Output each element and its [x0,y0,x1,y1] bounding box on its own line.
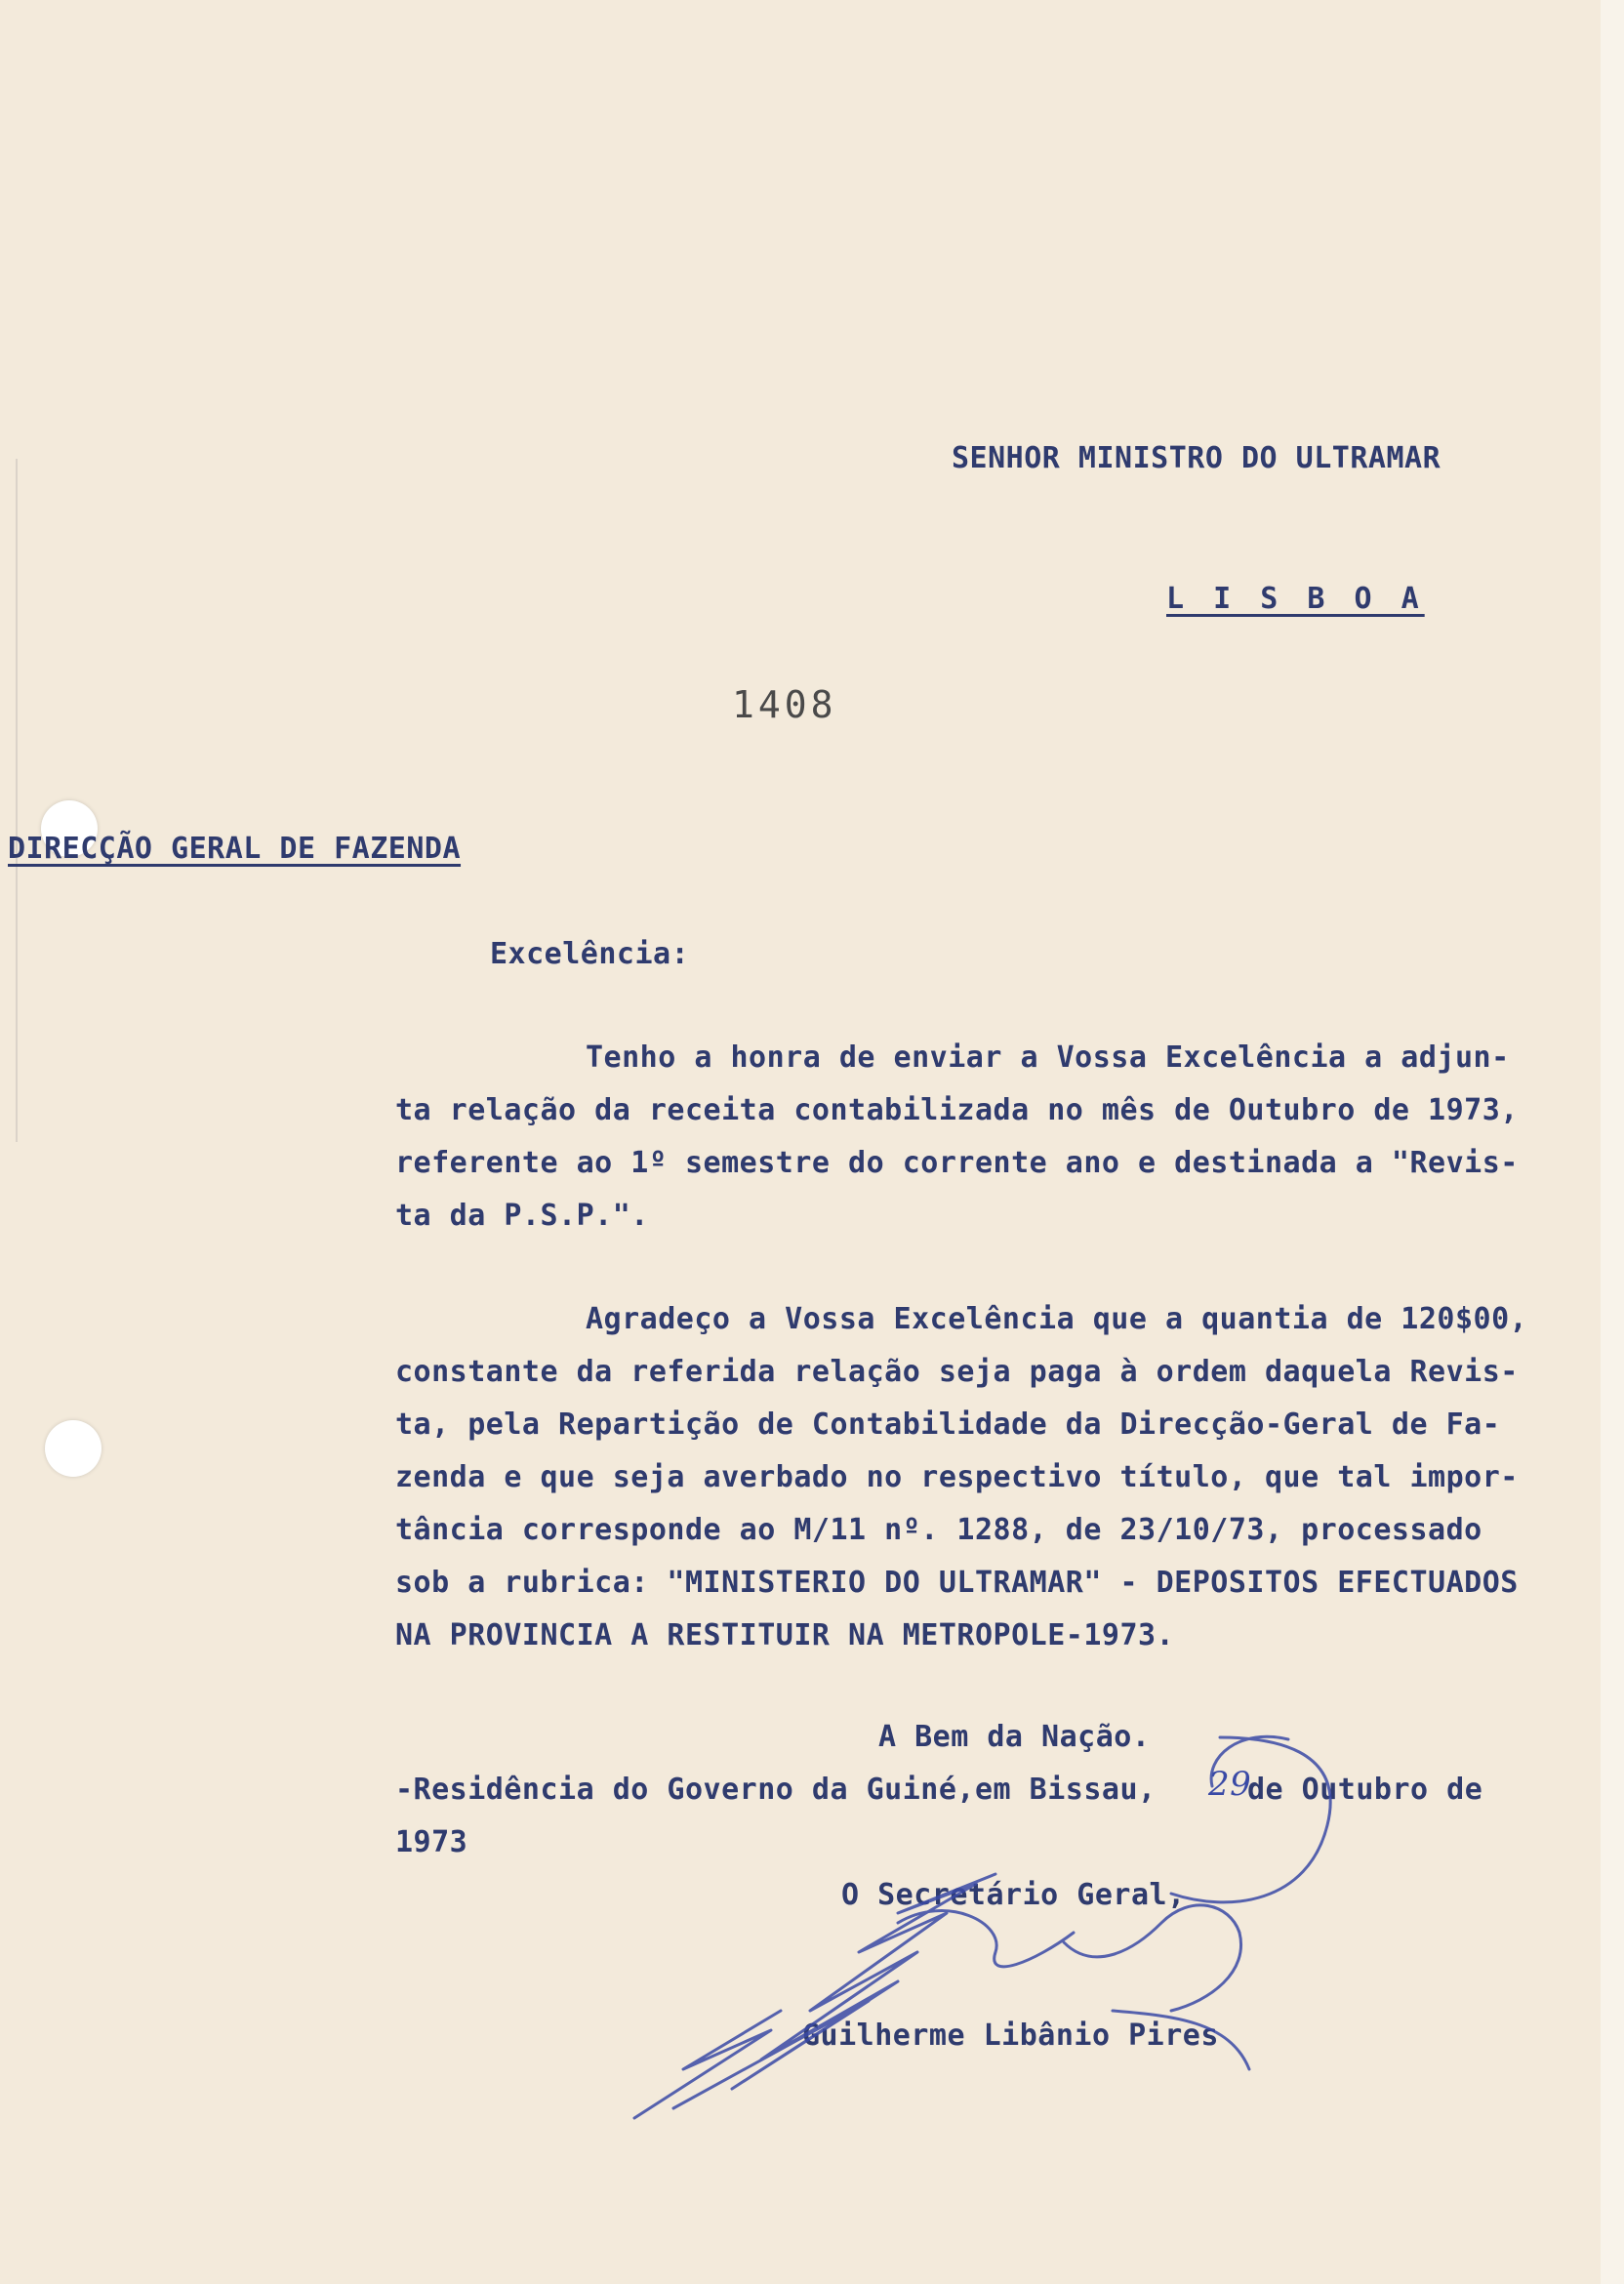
salutation: Excelência: [490,937,690,971]
reference-number: 1408 [732,683,837,726]
handwritten-signature [488,1718,1366,2128]
paragraph-1-line: referente ao 1º semestre do corrente ano e destinada a "Revis- [395,1146,1519,1180]
paper-edge [1601,0,1624,2284]
place-date-line: -Residência do Governo da Guiné,em Bissau, [395,1773,1157,1807]
fold-mark [16,459,18,1142]
signatory-name: Guilherme Libânio Pires [802,2019,1219,2053]
paragraph-1-line: Tenho a honra de enviar a Vossa Excelência a adjun- [586,1040,1510,1075]
signatory-title: O Secretário Geral, [841,1878,1186,1912]
paragraph-2-line: ta, pela Repartição de Contabilidade da Direcção-Geral de Fa- [395,1407,1501,1442]
handwritten-day: 29 [1208,1765,1252,1804]
paragraph-2-line: tância corresponde ao M/11 nº. 1288, de 23/10/73, processado [395,1513,1482,1547]
paragraph-1-line: ta relação da receita contabilizada no mês de Outubro de 1973, [395,1093,1519,1127]
place-date-month: de Outubro de [1247,1773,1483,1807]
paragraph-2-line: sob a rubrica: "MINISTERIO DO ULTRAMAR" - DEPOSITOS EFECTUADOS [395,1566,1519,1600]
place-date-year: 1973 [395,1825,468,1859]
paragraph-2-line: NA PROVINCIA A RESTITUIR NA METROPOLE-1973. [395,1618,1175,1652]
paragraph-1-line: ta da P.S.P.". [395,1199,649,1233]
addressee: SENHOR MINISTRO DO ULTRAMAR [952,441,1441,475]
paragraph-2-line: zenda e que seja averbado no respectivo título, que tal impor- [395,1460,1519,1494]
paragraph-2-line: constante da referida relação seja paga à ordem daquela Revis- [395,1355,1519,1389]
closing: A Bem da Nação. [878,1720,1151,1754]
city: L I S B O A [1166,582,1425,616]
department-heading: DIRECÇÃO GERAL DE FAZENDA [8,832,462,866]
paragraph-2-line: Agradeço a Vossa Excelência que a quantia de 120$00, [586,1302,1528,1336]
punch-hole-bottom [45,1420,102,1477]
